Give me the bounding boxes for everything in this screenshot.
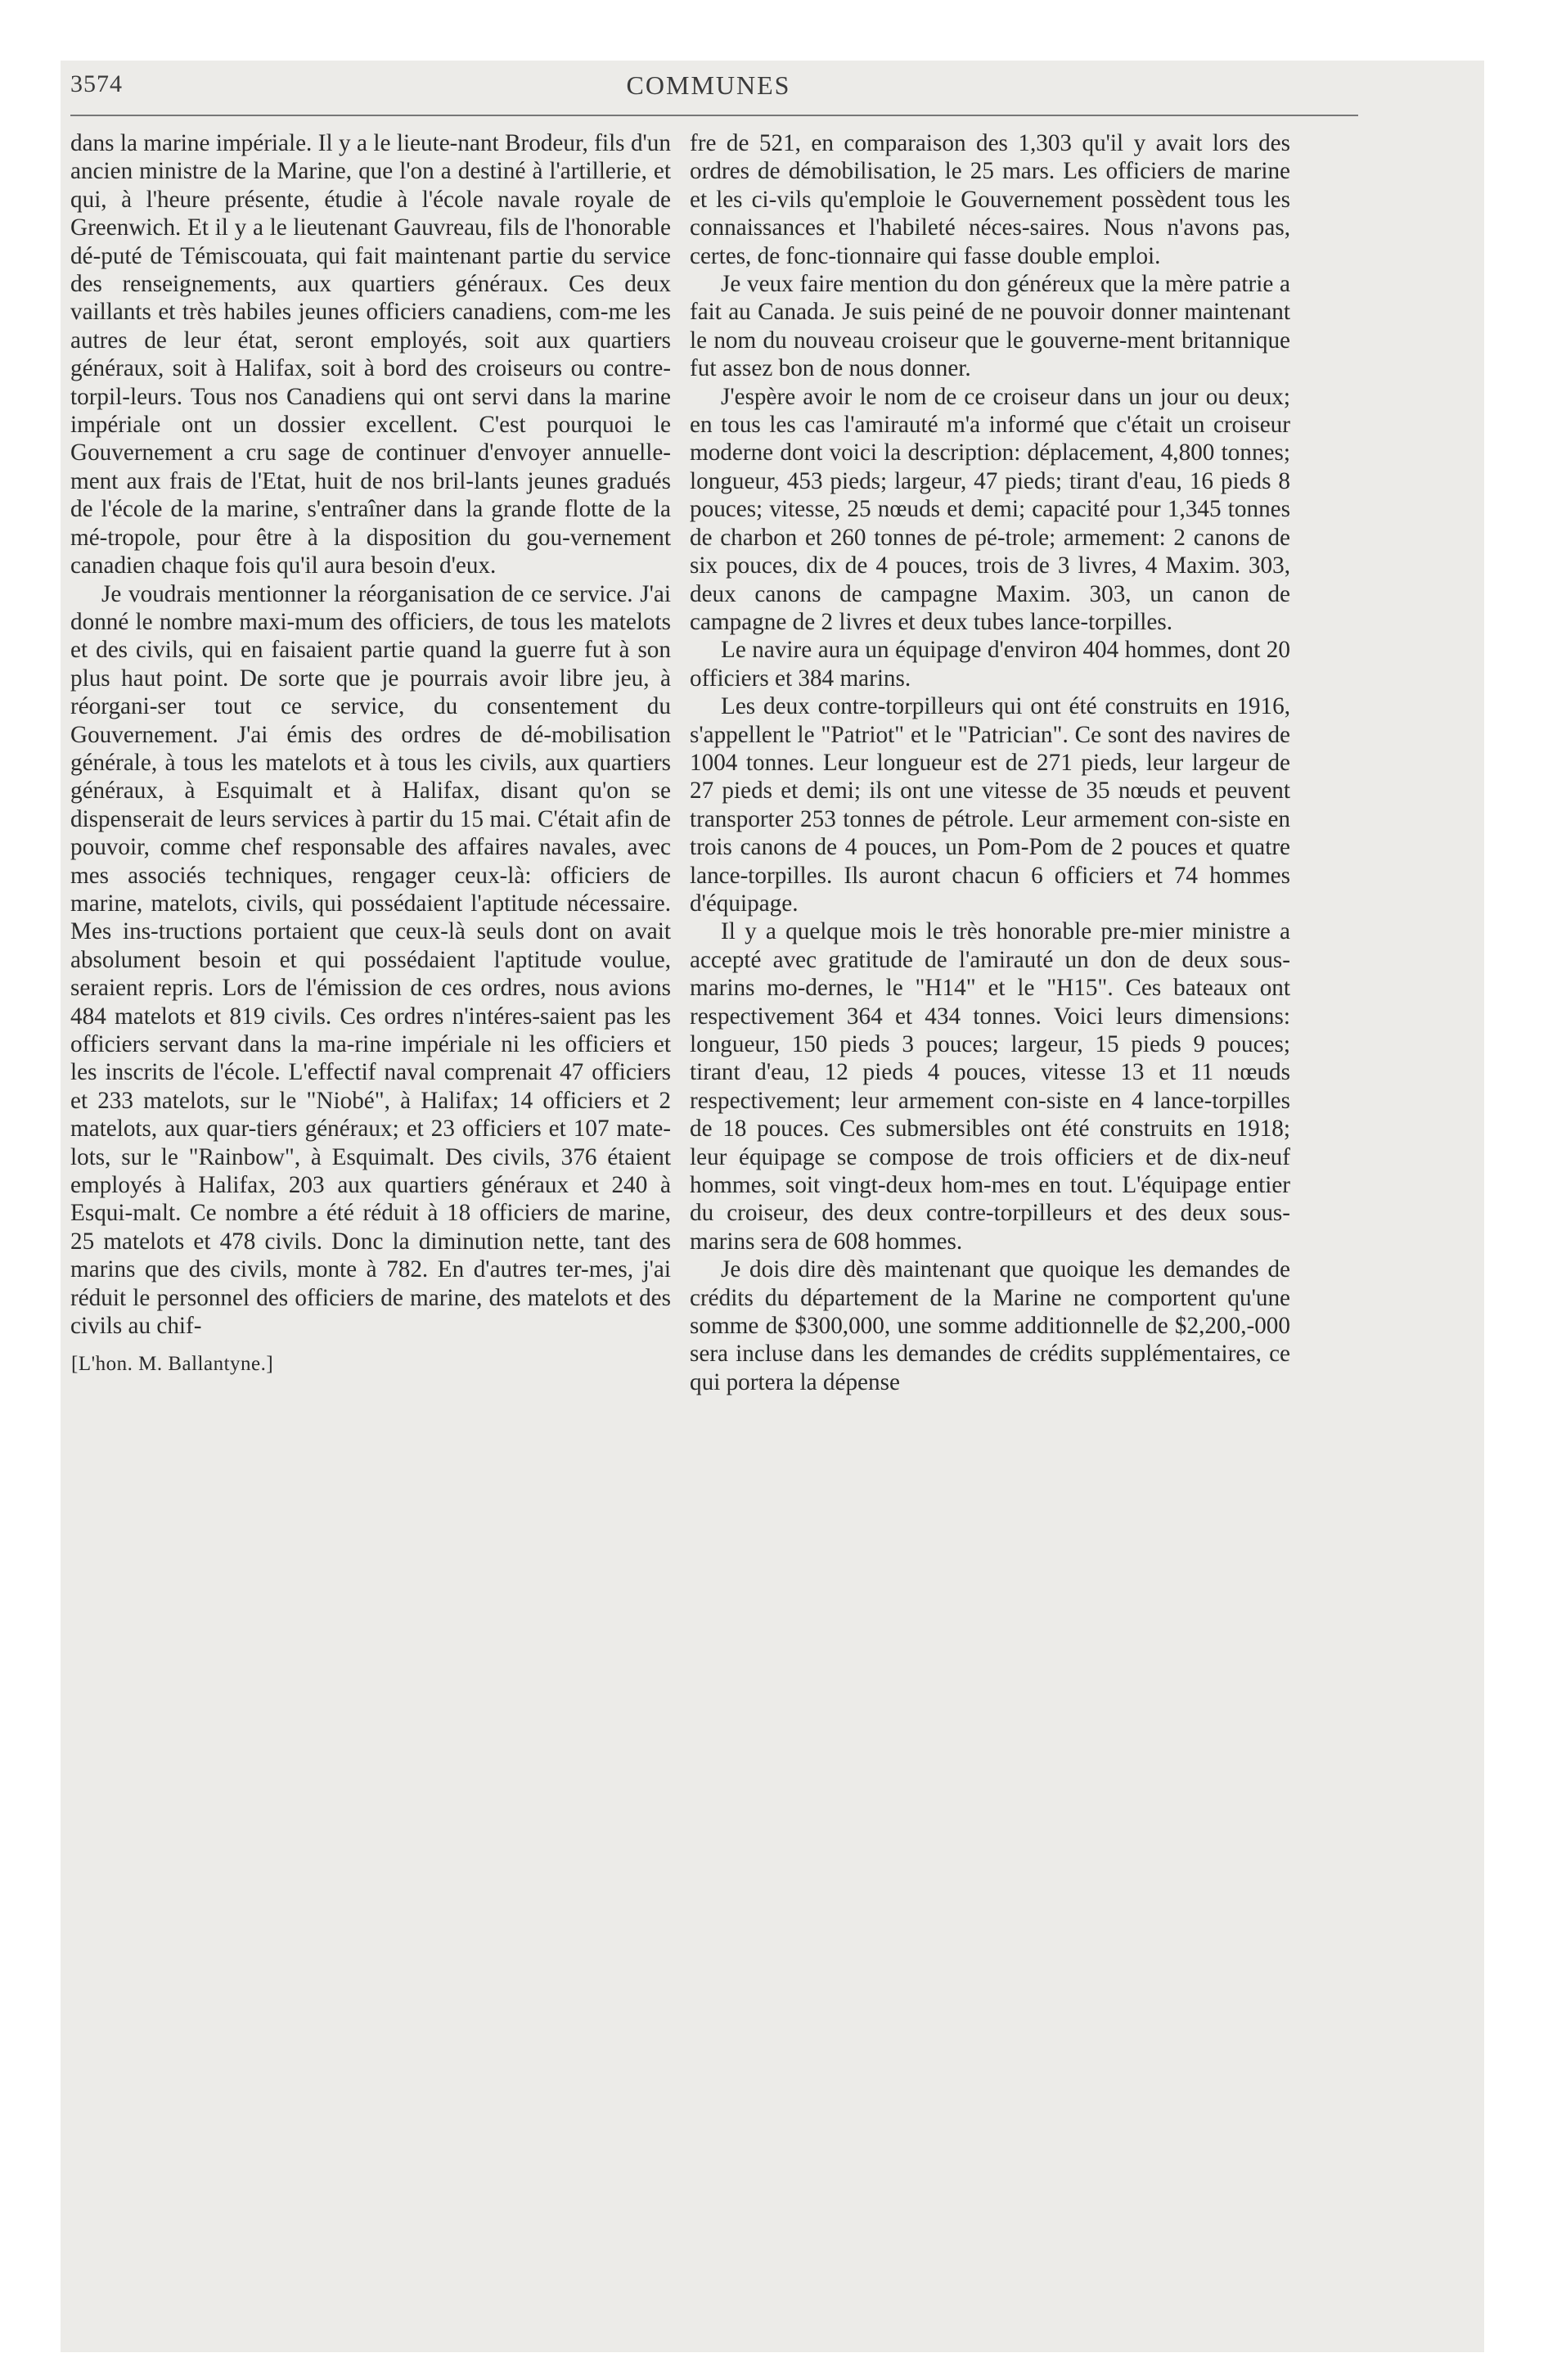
paragraph: Je veux faire mention du don généreux que la mère patrie a fait au Canada. Je suis peiné de ne pouvoir donner maintenant le nom du nouveau croiseur que le gouverne-ment britannique fut assez bon de nous donner.	[690, 271, 1290, 382]
speaker-attribution: [L'hon. M. Ballantyne.]	[71, 1353, 274, 1375]
paragraph: J'espère avoir le nom de ce croiseur dans un jour ou deux; en tous les cas l'amirauté m'a informé que c'était un croiseur moderne dont voici la description: déplacement, 4,800 tonnes; longueur, 453 pieds; largeur, 47 pieds; tirant d'eau, 16 pieds 8 pouces; vitesse, 25 nœuds et demi; capacité pour 1,345 tonnes de charbon et 260 tonnes de pé-trole; armement: 2 canons de six pouces, dix de 4 pouces, trois de 3 livres, 4 Maxim. 303, deux canons de campagne Maxim. 303, un canon de campagne de 2 livres et deux tubes lance-torpilles.	[690, 383, 1290, 635]
paragraph: Il y a quelque mois le très honorable pre-mier ministre a accepté avec gratitude de l'amirauté un don de deux sous-marins mo-dernes, le "H14" et le "H15". Ces bateaux ont respectivement 364 et 434 tonnes. Voici leurs dimensions: longueur, 150 pieds 3 pouces; largeur, 15 pieds 9 pouces; tirant d'eau, 12 pieds 4 pouces, vitesse 13 et 11 nœuds respectivement; leur armement con-siste en 4 lance-torpilles de 18 pouces. Ces submersibles ont été construits en 1918; leur équipage se compose de trois officiers et de dix-neuf hommes, soit vingt-deux hom-mes en tout. L'équipage entier du croiseur, des deux contre-torpilleurs et des deux sous-marins sera de 608 hommes.	[690, 918, 1290, 1255]
right-column	[690, 129, 1290, 1396]
paragraph: Je dois dire dès maintenant que quoique les demandes de crédits du département de la Marine ne comportent qu'une somme de $300,000, une somme additionnelle de $2,200,-000 sera incluse dans les demandes de crédits supplémentaires, ce qui portera la dépense	[690, 1256, 1290, 1395]
left-column	[70, 129, 671, 1340]
paragraph: Le navire aura un équipage d'environ 404 hommes, dont 20 officiers et 384 marins.	[690, 637, 1290, 692]
paragraph: dans la marine impériale. Il y a le lieute-nant Brodeur, fils d'un ancien ministre de la Marine, que l'on a destiné à l'artillerie, et qui, à l'heure présente, étudie à l'école navale royale de Greenwich. Et il y a le lieutenant Gauvreau, fils de l'honorable dé-puté de Témiscouata, qui fait maintenant partie du service des renseignements, aux quartiers généraux. Ces deux vaillants et très habiles jeunes officiers canadiens, com-me les autres de leur état, seront employés, soit aux quartiers généraux, soit à Halifax, soit à bord des croiseurs ou contre-torpil-leurs. Tous nos Canadiens qui ont servi dans la marine impériale ont un dossier excellent. C'est pourquoi le Gouvernement a cru sage de continuer d'envoyer annuelle-ment aux frais de l'Etat, huit de nos bril-lants jeunes gradués de l'école de la marine, s'entraîner dans la grande flotte de la mé-tropole, pour être à la disposition du gou-vernement canadien chaque fois qu'il aura besoin d'eux.	[70, 130, 671, 579]
paragraph: Je voudrais mentionner la réorganisation de ce service. J'ai donné le nombre maxi-mum des officiers, de tous les matelots et des civils, qui en faisaient partie quand la guerre fut à son plus haut point. De sorte que je pourrais avoir libre jeu, à réorgani-ser tout ce service, du consentement du Gouvernement. J'ai émis des ordres de dé-mobilisation générale, à tous les matelots et à tous les civils, aux quartiers généraux, à Esquimalt et à Halifax, disant qu'on se dispenserait de leurs services à partir du 15 mai. C'était afin de pouvoir, comme chef responsable des affaires navales, avec mes associés techniques, rengager ceux-là: officiers de marine, matelots, civils, qui possédaient l'aptitude nécessaire. Mes ins-tructions portaient que ceux-là seuls dont on avait absolument besoin et qui possédaient l'aptitude voulue, seraient repris. Lors de l'émission de ces ordres, nous avions 484 matelots et 819 civils. Ces ordres n'intéres-saient pas les officiers servant dans la ma-rine impériale ni les officiers et les inscrits de l'école. L'effectif naval comprenait 47 officiers et 233 matelots, sur le "Niobé", à Halifax; 14 officiers et 2 matelots, aux quar-tiers généraux; et 23 officiers et 107 mate-lots, sur le "Rainbow", à Esquimalt. Des civils, 376 étaient employés à Halifax, 203 aux quartiers généraux et 240 à Esqui-malt. Ce nombre a été réduit à 18 officiers de marine, 25 matelots et 478 civils. Donc la diminution nette, tant des marins que des civils, monte à 782. En d'autres ter-mes, j'ai réduit le personnel des officiers de marine, des matelots et des civils au chif-	[70, 580, 671, 1340]
running-head: COMMUNES	[626, 70, 791, 100]
page-number: 3574	[70, 70, 123, 97]
paragraph: Les deux contre-torpilleurs qui ont été construits en 1916, s'appellent le "Patriot" et le "Patrician". Ce sont des navires de 1004 tonnes. Leur longueur est de 271 pieds, leur largeur de 27 pieds et demi; ils ont une vitesse de 35 nœuds et peuvent transporter 253 tonnes de pétrole. Leur armement con-siste en trois canons de 4 pouces, un Pom-Pom de 2 pouces et quatre lance-torpilles. Ils auront chacun 6 officiers et 74 hommes d'équipage.	[690, 693, 1290, 917]
header-rule	[70, 115, 1358, 116]
paragraph: fre de 521, en comparaison des 1,303 qu'il y avait lors des ordres de démobilisation, le 25 mars. Les officiers de marine et les ci-vils qu'emploie le Gouvernement possèdent tous les connaissances et l'habileté néces-saires. Nous n'avons pas, certes, de fonc-tionnaire qui fasse double emploi.	[690, 130, 1290, 269]
page-header	[70, 70, 1347, 119]
